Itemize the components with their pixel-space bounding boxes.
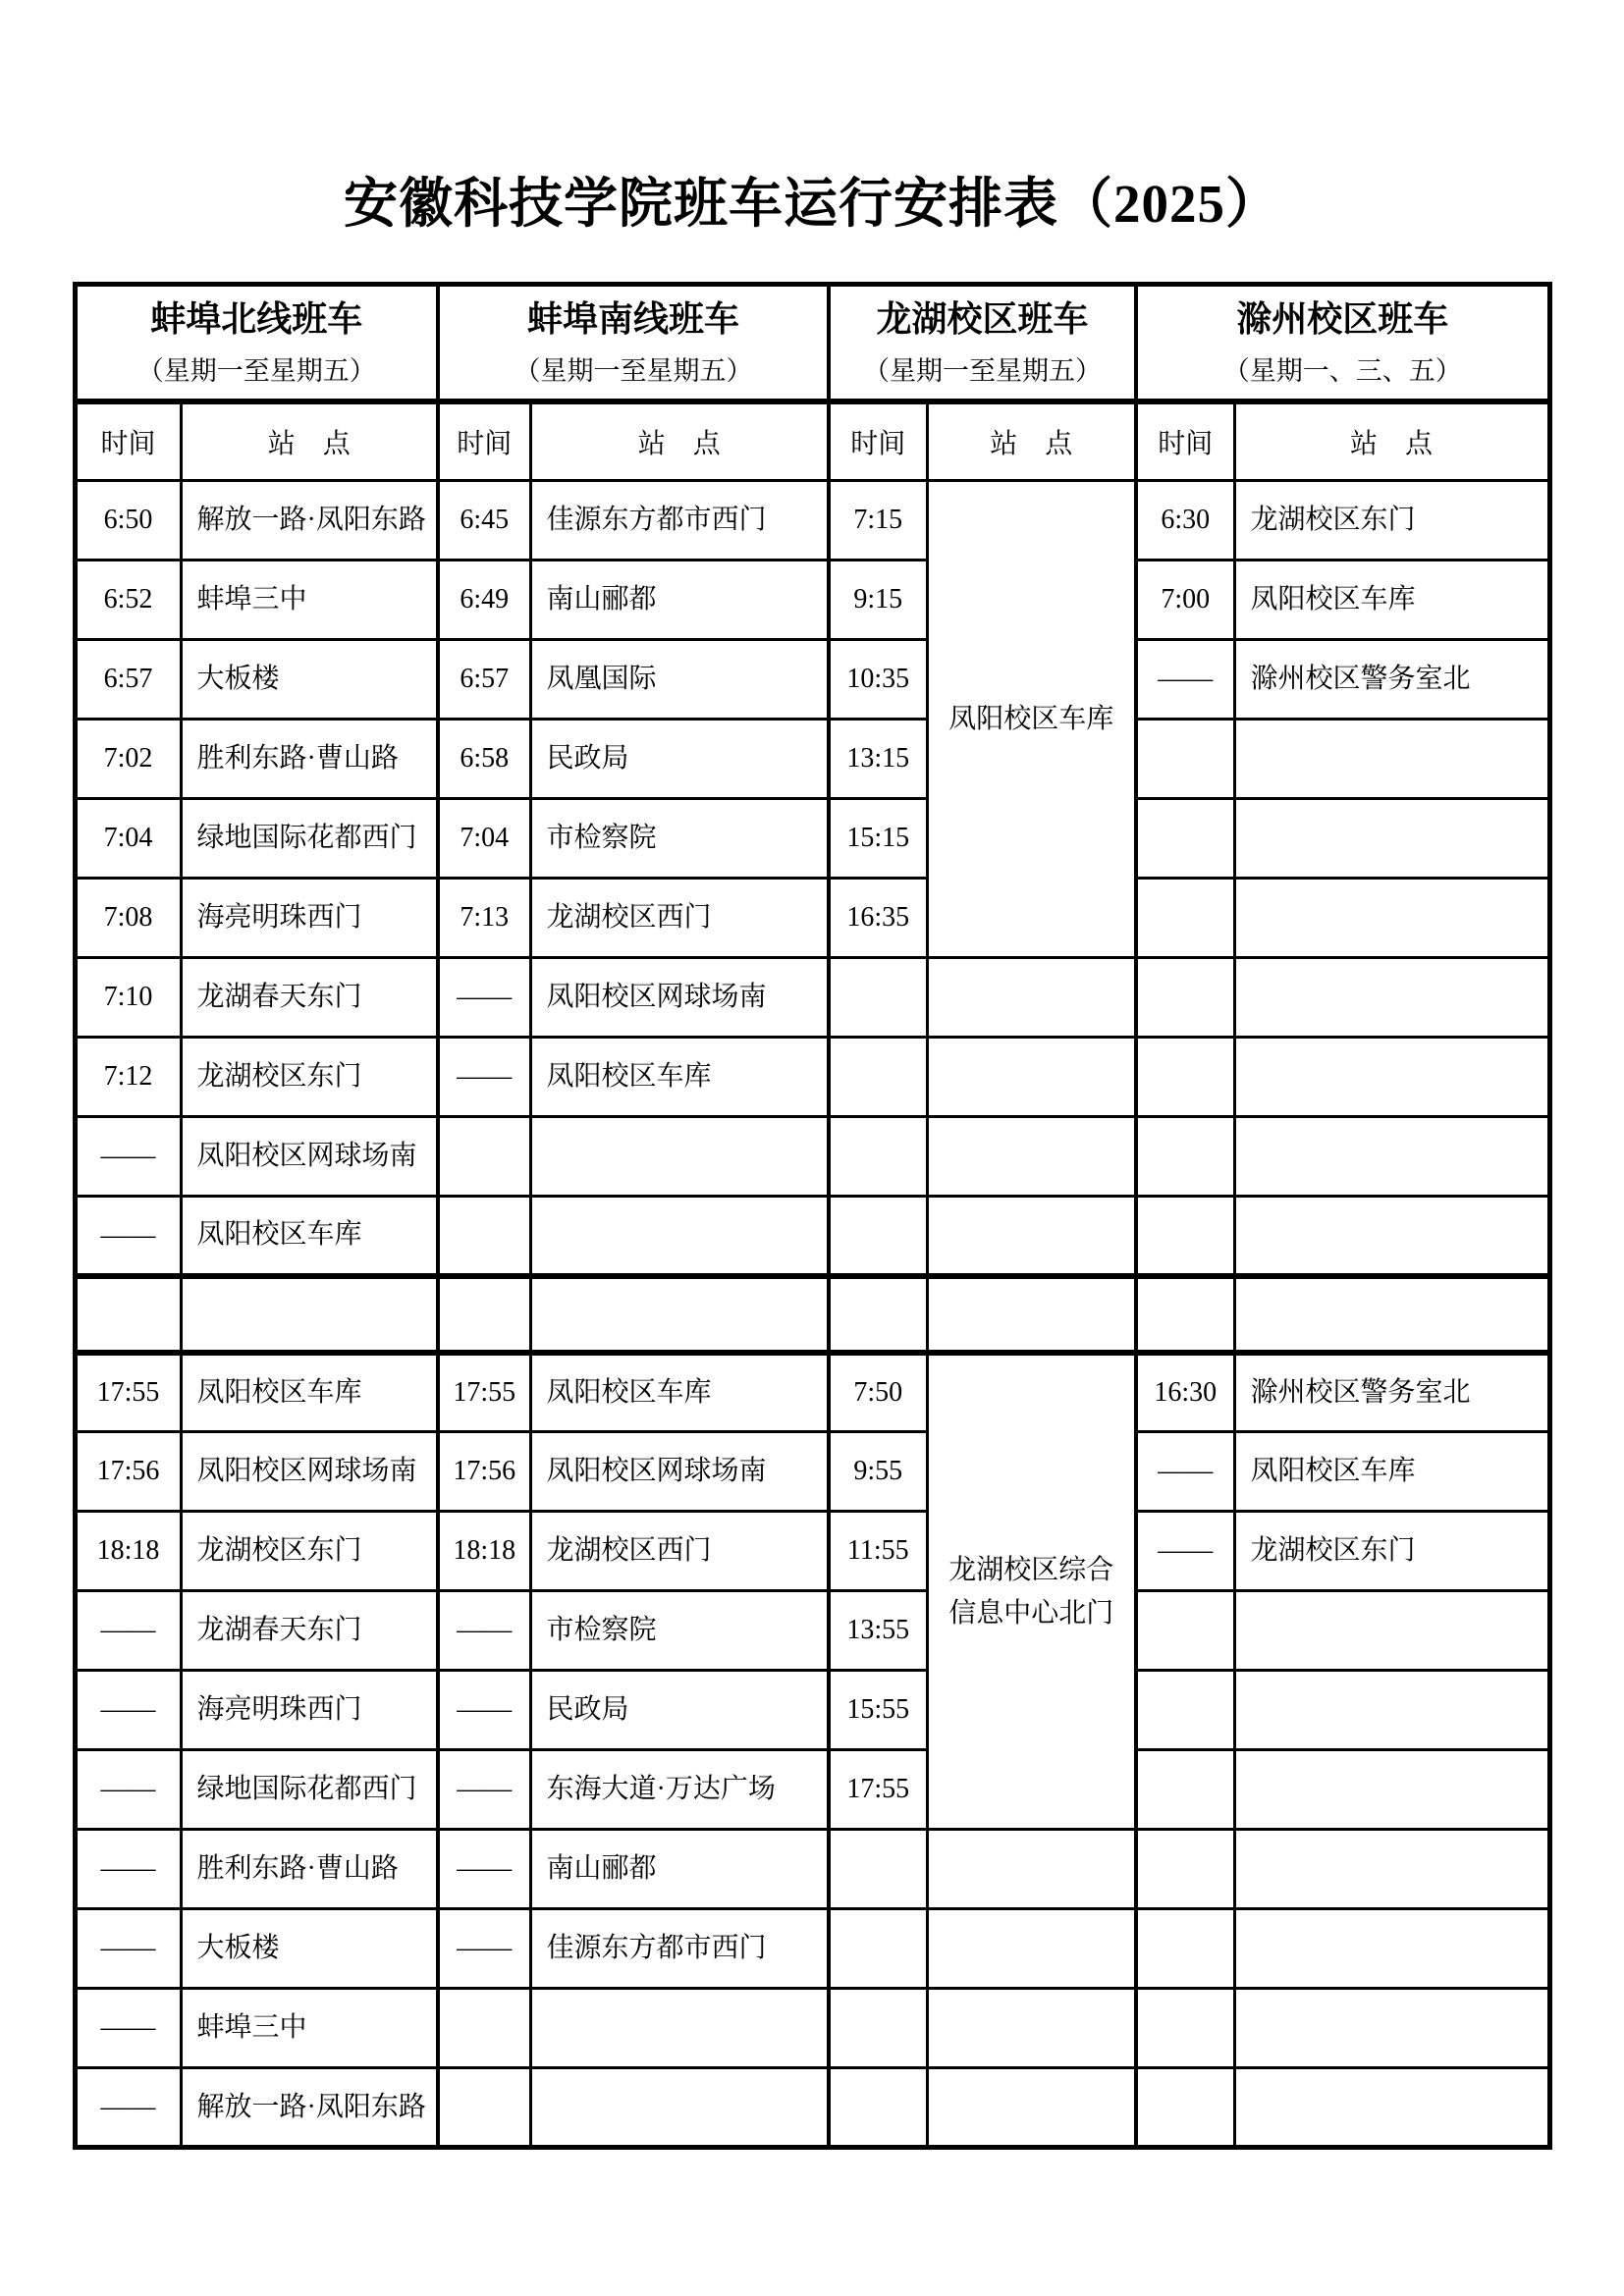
empty-cell bbox=[1136, 1197, 1234, 1276]
station-cell: 海亮明珠西门 bbox=[181, 879, 438, 958]
time-cell: 18:18 bbox=[438, 1512, 530, 1591]
station-header: 站 点 bbox=[181, 401, 438, 481]
group-days: （星期一至星期五） bbox=[136, 356, 376, 387]
empty-cell bbox=[927, 1117, 1136, 1197]
table-row bbox=[75, 1830, 1549, 1909]
group-header-bengbu-south bbox=[438, 285, 829, 402]
station-cell: 南山郦都 bbox=[530, 1830, 829, 1909]
table-row bbox=[75, 879, 1549, 958]
time-cell: —— bbox=[438, 1038, 530, 1117]
time-cell: 17:55 bbox=[438, 1353, 530, 1432]
time-cell: —— bbox=[75, 1117, 181, 1197]
station-cell: 龙湖校区西门 bbox=[530, 1512, 829, 1591]
group-name: 蚌埠北线班车 bbox=[150, 299, 363, 340]
station-cell: 凤阳校区车库 bbox=[1234, 561, 1549, 640]
time-cell: —— bbox=[1136, 640, 1234, 720]
time-cell: —— bbox=[75, 1591, 181, 1671]
station-cell: 民政局 bbox=[530, 720, 829, 799]
time-cell: 17:56 bbox=[438, 1432, 530, 1512]
station-cell: 解放一路·凤阳东路 bbox=[181, 481, 438, 561]
group-name: 滁州校区班车 bbox=[1236, 299, 1449, 340]
empty-cell bbox=[1136, 1989, 1234, 2068]
group-days: （星期一至星期五） bbox=[863, 356, 1102, 387]
empty-cell bbox=[829, 958, 927, 1038]
station-cell: 龙湖校区东门 bbox=[1234, 1512, 1549, 1591]
empty-cell bbox=[1234, 1197, 1549, 1276]
station-cell: 凤阳校区车库 bbox=[530, 1038, 829, 1117]
station-cell: 绿地国际花都西门 bbox=[181, 1750, 438, 1830]
time-cell: 10:35 bbox=[829, 640, 927, 720]
station-cell: 龙湖春天东门 bbox=[181, 958, 438, 1038]
table-row bbox=[75, 1909, 1549, 1989]
empty-cell bbox=[1136, 1117, 1234, 1197]
empty-cell bbox=[1234, 1989, 1549, 2068]
table-row bbox=[75, 2068, 1549, 2148]
group-name: 蚌埠南线班车 bbox=[526, 299, 739, 340]
station-cell: 凤凰国际 bbox=[530, 640, 829, 720]
time-cell: 6:30 bbox=[1136, 481, 1234, 561]
station-cell: 市检察院 bbox=[530, 799, 829, 879]
time-cell: —— bbox=[438, 1750, 530, 1830]
time-cell: 9:15 bbox=[829, 561, 927, 640]
station-cell: 东海大道·万达广场 bbox=[530, 1750, 829, 1830]
table-row bbox=[75, 1671, 1549, 1750]
time-cell: 9:55 bbox=[829, 1432, 927, 1512]
time-header: 时间 bbox=[1136, 401, 1234, 481]
empty-cell bbox=[1234, 1750, 1549, 1830]
station-cell: 龙湖校区西门 bbox=[530, 879, 829, 958]
empty-cell bbox=[1234, 1591, 1549, 1671]
schedule-table bbox=[73, 282, 1552, 2150]
time-cell: 6:52 bbox=[75, 561, 181, 640]
empty-cell bbox=[1234, 799, 1549, 879]
separator-cell bbox=[927, 1276, 1136, 1353]
empty-cell bbox=[530, 1197, 829, 1276]
time-cell: —— bbox=[75, 1830, 181, 1909]
time-cell: —— bbox=[438, 1591, 530, 1671]
time-cell: 17:55 bbox=[829, 1750, 927, 1830]
table-row bbox=[75, 958, 1549, 1038]
time-cell: —— bbox=[1136, 1512, 1234, 1591]
station-cell: 绿地国际花都西门 bbox=[181, 799, 438, 879]
table-row bbox=[75, 1353, 1549, 1432]
empty-cell bbox=[927, 1909, 1136, 1989]
empty-cell bbox=[927, 2068, 1136, 2148]
empty-cell bbox=[1234, 1117, 1549, 1197]
empty-cell bbox=[530, 1989, 829, 2068]
time-cell: —— bbox=[75, 1671, 181, 1750]
station-cell: 佳源东方都市西门 bbox=[530, 481, 829, 561]
time-header: 时间 bbox=[829, 401, 927, 481]
empty-cell bbox=[1136, 958, 1234, 1038]
station-cell: 胜利东路·曹山路 bbox=[181, 1830, 438, 1909]
empty-cell bbox=[829, 2068, 927, 2148]
station-cell: 凤阳校区车库 bbox=[181, 1353, 438, 1432]
empty-cell bbox=[829, 1989, 927, 2068]
time-cell: 7:15 bbox=[829, 481, 927, 561]
time-cell: 6:57 bbox=[438, 640, 530, 720]
table-row bbox=[75, 640, 1549, 720]
empty-cell bbox=[1234, 2068, 1549, 2148]
merged-station-cell: 龙湖校区综合信息中心北门 bbox=[927, 1353, 1136, 1830]
table-row bbox=[75, 481, 1549, 561]
time-cell: 7:50 bbox=[829, 1353, 927, 1432]
station-cell: 龙湖校区东门 bbox=[1234, 481, 1549, 561]
time-cell: —— bbox=[438, 1671, 530, 1750]
station-cell: 市检察院 bbox=[530, 1591, 829, 1671]
time-cell: 7:04 bbox=[438, 799, 530, 879]
station-cell: 凤阳校区网球场南 bbox=[530, 1432, 829, 1512]
time-cell: 17:56 bbox=[75, 1432, 181, 1512]
empty-cell bbox=[1136, 1909, 1234, 1989]
station-cell: 凤阳校区车库 bbox=[181, 1197, 438, 1276]
empty-cell bbox=[438, 1197, 530, 1276]
table-row bbox=[75, 720, 1549, 799]
empty-cell bbox=[530, 2068, 829, 2148]
time-cell: —— bbox=[438, 1830, 530, 1909]
station-cell: 龙湖春天东门 bbox=[181, 1591, 438, 1671]
time-cell: —— bbox=[75, 1909, 181, 1989]
separator-cell bbox=[829, 1276, 927, 1353]
empty-cell bbox=[1234, 1038, 1549, 1117]
separator-cell bbox=[181, 1276, 438, 1353]
page-title: 安徽科技学院班车运行安排表（2025） bbox=[343, 174, 1280, 234]
group-header-chuzhou bbox=[1136, 285, 1549, 402]
time-cell: 6:58 bbox=[438, 720, 530, 799]
table-row bbox=[75, 799, 1549, 879]
empty-cell bbox=[1136, 1750, 1234, 1830]
table-row bbox=[75, 1591, 1549, 1671]
station-cell: 海亮明珠西门 bbox=[181, 1671, 438, 1750]
station-cell: 凤阳校区车库 bbox=[530, 1353, 829, 1432]
empty-cell bbox=[438, 1989, 530, 2068]
time-cell: —— bbox=[75, 1197, 181, 1276]
station-cell: 胜利东路·曹山路 bbox=[181, 720, 438, 799]
time-cell: 16:30 bbox=[1136, 1353, 1234, 1432]
station-cell: 民政局 bbox=[530, 1671, 829, 1750]
time-cell: 7:02 bbox=[75, 720, 181, 799]
empty-cell bbox=[1234, 958, 1549, 1038]
station-cell: 佳源东方都市西门 bbox=[530, 1909, 829, 1989]
empty-cell bbox=[927, 1197, 1136, 1276]
time-cell: 7:00 bbox=[1136, 561, 1234, 640]
station-cell: 蚌埠三中 bbox=[181, 1989, 438, 2068]
empty-cell bbox=[438, 1117, 530, 1197]
separator-cell bbox=[1234, 1276, 1549, 1353]
separator-cell bbox=[530, 1276, 829, 1353]
time-header: 时间 bbox=[75, 401, 181, 481]
group-header-bengbu-north bbox=[75, 285, 438, 402]
empty-cell bbox=[829, 1117, 927, 1197]
separator-cell bbox=[1136, 1276, 1234, 1353]
empty-cell bbox=[829, 1830, 927, 1909]
station-cell: 滁州校区警务室北 bbox=[1234, 640, 1549, 720]
empty-cell bbox=[1234, 879, 1549, 958]
merged-station-cell: 凤阳校区车库 bbox=[927, 481, 1136, 958]
empty-cell bbox=[1136, 2068, 1234, 2148]
station-cell: 解放一路·凤阳东路 bbox=[181, 2068, 438, 2148]
station-cell: 滁州校区警务室北 bbox=[1234, 1353, 1549, 1432]
station-header: 站 点 bbox=[530, 401, 829, 481]
time-cell: —— bbox=[438, 958, 530, 1038]
empty-cell bbox=[1136, 799, 1234, 879]
station-cell: 凤阳校区网球场南 bbox=[181, 1432, 438, 1512]
empty-cell bbox=[829, 1909, 927, 1989]
empty-cell bbox=[927, 1830, 1136, 1909]
time-cell: 11:55 bbox=[829, 1512, 927, 1591]
empty-cell bbox=[829, 1197, 927, 1276]
table-row bbox=[75, 561, 1549, 640]
table-row bbox=[75, 1117, 1549, 1197]
empty-cell bbox=[1136, 1830, 1234, 1909]
separator-row bbox=[75, 1276, 1549, 1353]
time-cell: 6:50 bbox=[75, 481, 181, 561]
station-cell: 凤阳校区网球场南 bbox=[181, 1117, 438, 1197]
empty-cell bbox=[927, 958, 1136, 1038]
group-name: 龙湖校区班车 bbox=[876, 299, 1089, 340]
group-days: （星期一至星期五） bbox=[514, 356, 753, 387]
time-cell: 16:35 bbox=[829, 879, 927, 958]
station-cell: 凤阳校区网球场南 bbox=[530, 958, 829, 1038]
time-cell: 6:45 bbox=[438, 481, 530, 561]
time-cell: 7:04 bbox=[75, 799, 181, 879]
separator-cell bbox=[438, 1276, 530, 1353]
table-row bbox=[75, 1197, 1549, 1276]
empty-cell bbox=[1136, 879, 1234, 958]
group-header-longhu bbox=[829, 285, 1136, 402]
empty-cell bbox=[1234, 1830, 1549, 1909]
time-cell: 15:55 bbox=[829, 1671, 927, 1750]
time-cell: —— bbox=[75, 1989, 181, 2068]
empty-cell bbox=[1136, 1038, 1234, 1117]
empty-cell bbox=[438, 2068, 530, 2148]
empty-cell bbox=[1136, 1671, 1234, 1750]
station-header: 站 点 bbox=[1234, 401, 1549, 481]
empty-cell bbox=[927, 1038, 1136, 1117]
time-cell: 18:18 bbox=[75, 1512, 181, 1591]
station-cell: 南山郦都 bbox=[530, 561, 829, 640]
table-row bbox=[75, 1989, 1549, 2068]
empty-cell bbox=[1234, 720, 1549, 799]
empty-cell bbox=[530, 1117, 829, 1197]
empty-cell bbox=[1234, 1909, 1549, 1989]
separator-cell bbox=[75, 1276, 181, 1353]
empty-cell bbox=[1234, 1671, 1549, 1750]
time-cell: —— bbox=[1136, 1432, 1234, 1512]
empty-cell bbox=[927, 1989, 1136, 2068]
station-cell: 龙湖校区东门 bbox=[181, 1512, 438, 1591]
time-cell: 7:10 bbox=[75, 958, 181, 1038]
table-row bbox=[75, 1512, 1549, 1591]
time-cell: 6:57 bbox=[75, 640, 181, 720]
table-row bbox=[75, 1038, 1549, 1117]
time-header: 时间 bbox=[438, 401, 530, 481]
station-cell: 凤阳校区车库 bbox=[1234, 1432, 1549, 1512]
station-header: 站 点 bbox=[927, 401, 1136, 481]
group-days: （星期一、三、五） bbox=[1222, 356, 1462, 387]
empty-cell bbox=[1136, 720, 1234, 799]
time-cell: 6:49 bbox=[438, 561, 530, 640]
time-cell: 17:55 bbox=[75, 1353, 181, 1432]
time-cell: 13:55 bbox=[829, 1591, 927, 1671]
time-cell: —— bbox=[438, 1909, 530, 1989]
table-row bbox=[75, 1432, 1549, 1512]
time-cell: 7:08 bbox=[75, 879, 181, 958]
time-cell: —— bbox=[75, 2068, 181, 2148]
time-cell: 7:12 bbox=[75, 1038, 181, 1117]
empty-cell bbox=[1136, 1591, 1234, 1671]
time-cell: 7:13 bbox=[438, 879, 530, 958]
station-cell: 蚌埠三中 bbox=[181, 561, 438, 640]
station-cell: 大板楼 bbox=[181, 1909, 438, 1989]
empty-cell bbox=[829, 1038, 927, 1117]
station-cell: 大板楼 bbox=[181, 640, 438, 720]
time-cell: —— bbox=[75, 1750, 181, 1830]
subheader-row bbox=[75, 401, 1549, 481]
time-cell: 15:15 bbox=[829, 799, 927, 879]
time-cell: 13:15 bbox=[829, 720, 927, 799]
group-header-row bbox=[75, 285, 1549, 402]
table-row bbox=[75, 1750, 1549, 1830]
station-cell: 龙湖校区东门 bbox=[181, 1038, 438, 1117]
